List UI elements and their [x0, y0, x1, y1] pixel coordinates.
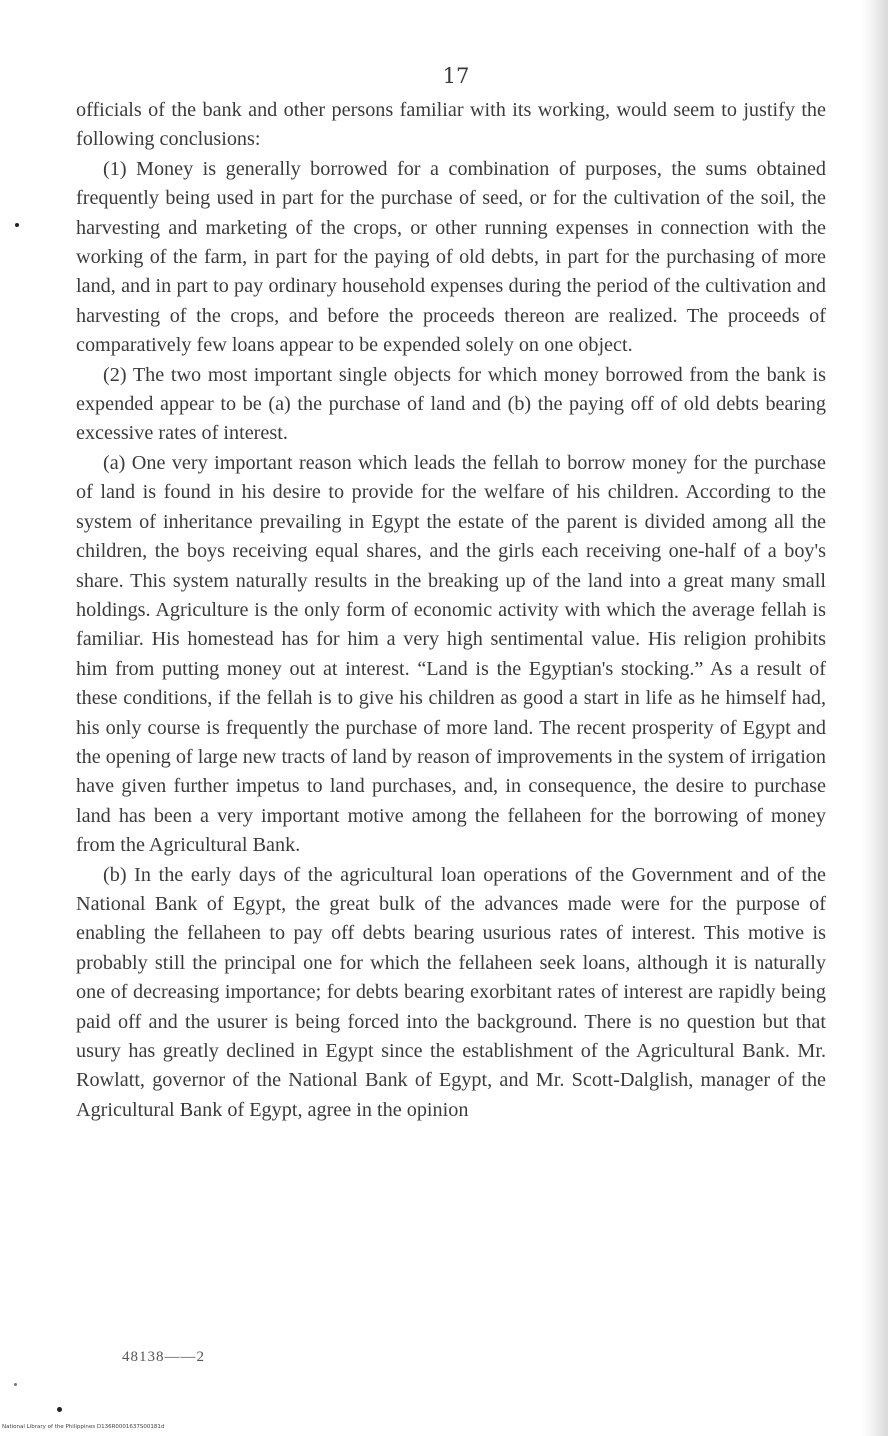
printer-signature-mark: 48138——2	[122, 1349, 205, 1365]
paragraph-old-debts: (b) In the early days of the agricultural loan operations of the Government and of the National Bank of Egypt, the great bulk of the advances made were for the purpose of enabling the fellaheen to pay off debts bearing usurious rates of interest. This motive is probably still the principal one for which the fellaheen seek loans, although it is naturally one of decreasing importance; for debts bearing exorbitant rates of interest are rapidly being paid off and the usurer is being forced into the background. There is no question but that usury has greatly declined in Egypt since the establishment of the Agricultural Bank. Mr. Rowlatt, governor of the National Bank of Egypt, and Mr. Scott-Dalglish, manager of the Agricultural Bank of Egypt, agree in the opinion	[76, 863, 826, 1121]
paragraph-conclusion-2: (2) The two most important single objects for which money borrowed from the bank is expended appear to be (a) the purchase of land and (b) the paying off of old debts bearing excessive rates of interest.	[76, 363, 826, 445]
paragraph-conclusion-1: (1) Money is generally borrowed for a combination of purposes, the sums obtained frequently being used in part for the purchase of seed, or for the cultivation of the soil, the harvesting and marketing of the crops, or other running expenses in connection with the working of the farm, in part for the paying of old debts, in part for the purchasing of more land, and in part to pay ordinary household expenses during the period of the cultivation and harvesting of the crops, and before the proceeds thereon are realized. The proceeds of comparatively few loans appear to be expended solely on one object.	[76, 157, 826, 357]
library-credit: National Library of the Philippines D136R0001637S00181d	[2, 1424, 165, 1430]
scan-edge-shadow	[862, 0, 888, 1436]
scan-speck	[14, 1383, 17, 1386]
paragraph-continuation: officials of the bank and other persons familiar with its working, would seem to justify the following conclusions:	[76, 99, 826, 151]
page-number: 17	[442, 64, 470, 88]
body-text	[76, 96, 826, 1125]
scan-speck	[57, 1407, 62, 1412]
paragraph-land-purchase: (a) One very important reason which leads the fellah to borrow money for the purchase of land is found in his desire to provide for the welfare of his children. According to the system of inheritance prevailing in Egypt the estate of the parent is divided among all the children, the boys receiving equal shares, and the girls each receiving one-half of a boy's share. This system naturally results in the breaking up of the land into a great many small holdings. Agriculture is the only form of economic activity with which the average fellah is familiar. His homestead has for him a very high sentimental value. His religion prohibits him from putting money out at interest. “Land is the Egyptian's stocking.” As a result of these conditions, if the fellah is to give his children as good a start in life as he himself had, his only course is frequently the purchase of more land. The recent prosperity of Egypt and the opening of large new tracts of land by reason of improvements in the system of irrigation have given further impetus to land purchases, and, in consequence, the desire to purchase land has been a very important motive among the fellaheen for the borrowing of money from the Agricultural Bank.	[76, 451, 826, 857]
scan-speck	[15, 223, 19, 227]
